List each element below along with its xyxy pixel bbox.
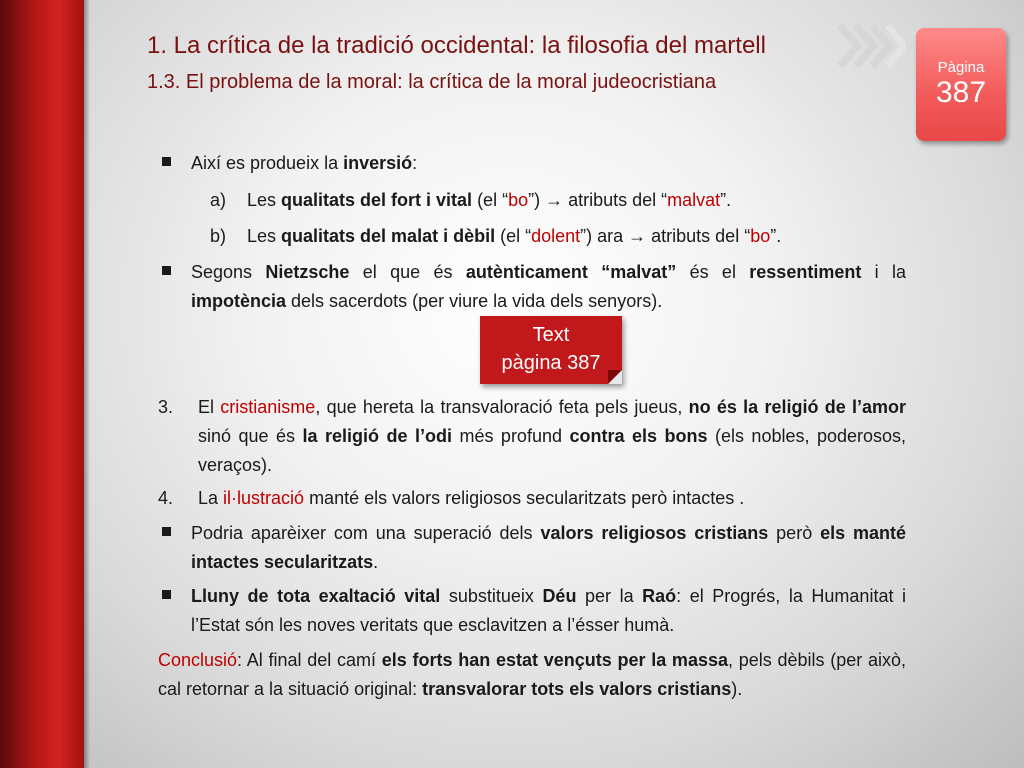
slide-header <box>147 30 766 96</box>
numbered-item-4: 4. La il·lustració manté els valors religiosos secularitzats però intactes . <box>158 488 745 508</box>
slide-title: 1. La crítica de la tradició occidental: la filosofia del martell <box>147 32 766 59</box>
text-button-line2: pàgina 387 <box>501 352 601 374</box>
text-button-line1: Text <box>532 324 570 346</box>
page-fold-icon <box>608 370 622 384</box>
square-bullet-icon <box>162 266 171 275</box>
sidebar-shadow <box>84 0 90 768</box>
chevrons-icon <box>836 22 906 70</box>
slide-subtitle: 1.3. El problema de la moral: la crítica de la moral judeocristiana <box>147 71 717 93</box>
bullet-item: Lluny de tota exaltació vital substitueix Déu per la Raó: el Progrés, la Humanitat i l’Estat són les noves veritats que esclavitzen a l’ésser humà. <box>158 582 906 640</box>
bullet-item: Segons Nietzsche el que és autènticament “malvat” és el ressentiment i la impotència dels sacerdots (per viure la vida dels senyors). <box>158 258 906 316</box>
page-label: Pàgina <box>937 59 985 76</box>
square-bullet-icon <box>162 527 171 536</box>
square-bullet-icon <box>162 590 171 599</box>
conclusion: Conclusió: Al final del camí els forts han estat vençuts per la massa, pels dèbils (per això, cal retornar a la situació original: transvalorar tots els valors cristians). <box>158 650 906 699</box>
bullet-item: Podria aparèixer com una superació dels valors religiosos cristians però els manté intactes secularitzats. <box>158 519 906 577</box>
numbered-item-3: 3. El cristianisme, que hereta la transvaloració feta pels jueus, no és la religió de l’amor sinó que és la religió de l’odi més profund contra els bons (els nobles, poderosos, veraços). <box>158 397 907 475</box>
bullet-item: Així es produeix la inversió: <box>158 149 906 178</box>
text-page-button[interactable] <box>480 316 622 384</box>
sidebar-decoration <box>0 0 84 768</box>
page-badge <box>916 28 1006 141</box>
page-number: 387 <box>935 76 987 109</box>
square-bullet-icon <box>162 157 171 166</box>
